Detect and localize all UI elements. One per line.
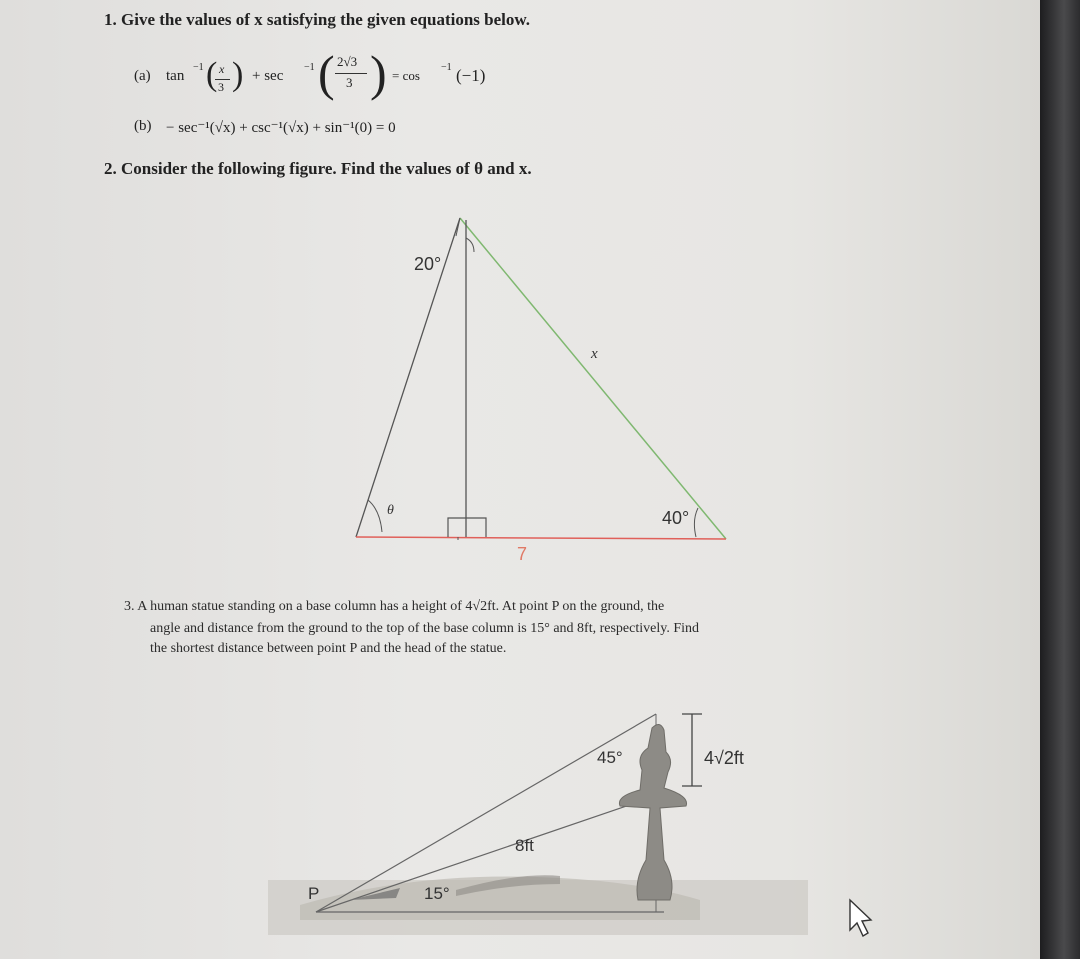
paren-close-1: ) <box>232 56 244 93</box>
part-a-inv2: −1 <box>304 62 315 73</box>
frac2-den: 3 <box>346 75 353 90</box>
part-b-label: (b) <box>134 118 152 134</box>
monitor-bezel <box>1040 0 1080 959</box>
part-a-plus-sec: + sec <box>252 68 284 84</box>
problem3-line1: 3. A human statue standing on a base column has a height of 4√2ft. At point P on the ground, the <box>124 599 665 614</box>
angle-arc-left <box>368 500 382 532</box>
part-a-rhs: = cos <box>392 68 420 83</box>
problem1-heading: 1. Give the values of x satisfying the given equations below. <box>104 10 530 29</box>
frac1-den: 3 <box>218 80 224 94</box>
label-angle-40: 40° <box>662 508 690 528</box>
label-angle-45: 45° <box>597 748 623 767</box>
left-side <box>356 218 460 537</box>
label-8ft: 8ft <box>515 836 534 855</box>
part-a-label: (a) <box>134 68 151 84</box>
part-a-tan: tan <box>166 68 185 84</box>
label-theta: θ <box>387 503 394 518</box>
hypotenuse-x <box>460 218 726 539</box>
cursor-icon <box>850 900 871 936</box>
frac2-num: 2√3 <box>337 54 358 69</box>
part-a-inv1: −1 <box>193 62 204 73</box>
label-point-p: P <box>308 884 320 903</box>
triangle-figure <box>356 218 726 540</box>
problem2-heading: 2. Consider the following figure. Find the values of θ and x. <box>104 159 532 178</box>
paren-open-1: ( <box>206 56 218 93</box>
label-side-x: x <box>591 346 598 362</box>
paren-open-2: ( <box>318 45 335 101</box>
problem3-line2: angle and distance from the ground to the top of the base column is 15° and 8ft, respectively. Find <box>150 621 700 636</box>
paren-close-2: ) <box>370 45 387 101</box>
statue-image <box>619 724 686 900</box>
label-angle-20: 20° <box>414 254 442 274</box>
label-angle-15: 15° <box>424 884 450 903</box>
angle-arc-right <box>694 508 698 537</box>
label-height: 4√2ft <box>704 748 744 768</box>
part-b-equation: − sec⁻¹(√x) + csc⁻¹(√x) + sin⁻¹(0) = 0 <box>166 120 396 136</box>
problem3-line3: the shortest distance between point P and the head of the statue. <box>150 641 507 656</box>
right-angle-mark <box>448 518 486 537</box>
part-a-rhs-arg: (−1) <box>456 66 486 85</box>
label-base-7: 7 <box>517 544 528 564</box>
frac1-num: x <box>219 62 225 76</box>
base-line <box>356 537 726 539</box>
part-a-inv3: −1 <box>441 62 452 73</box>
